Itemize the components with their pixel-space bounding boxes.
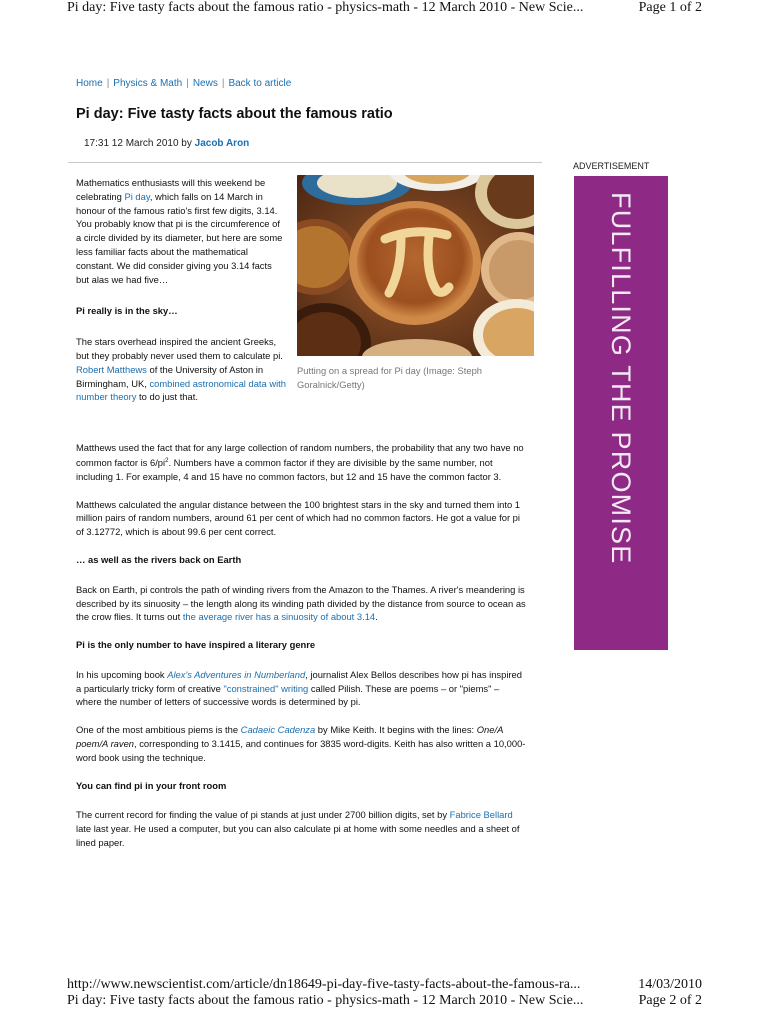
sky-paragraph-1 [76, 335, 286, 404]
text: The stars overhead inspired the ancient Greeks, but they probably never used them to calculate pi. [76, 336, 283, 361]
print-header [67, 0, 702, 16]
robert-matthews-link[interactable]: Robert Matthews [76, 363, 147, 375]
cadaeic-cadenza-link[interactable]: Cadaeic Cadenza [240, 724, 316, 736]
front-room-paragraph [76, 808, 526, 849]
photo-caption: Putting on a spread for Pi day (Image: Steph Goralnick/Getty) [297, 365, 483, 390]
print-footer-title-row [67, 993, 702, 1009]
poem-lines: One/A poem/A raven [76, 724, 503, 750]
breadcrumb-news-link[interactable]: News [192, 78, 218, 89]
text: of the University of Aston in Birmingham, UK, [76, 363, 264, 389]
breadcrumb [76, 78, 291, 89]
section-heading-sky: Pi really is in the sky… [76, 305, 178, 317]
literary-paragraph-1 [76, 668, 526, 709]
text: , corresponding to 3.1415, and continues for 3835 word-digits. Keith has also written a 10,000-word book using the technique. [76, 738, 526, 763]
print-footer-title: Pi day: Five tasty facts about the famous ratio - physics-math - 12 March 2010 - New Scie... [67, 993, 584, 1008]
pi-day-link[interactable]: Pi day [124, 190, 150, 202]
text: One of the most ambitious piems is the [76, 724, 241, 736]
print-header-title: Pi day: Five tasty facts about the famous ratio - physics-math - 12 March 2010 - New Scie... [67, 0, 584, 15]
section-heading-rivers: … as well as the rivers back on Earth [76, 553, 242, 565]
author-link[interactable]: Jacob Aron [194, 138, 250, 149]
superscript: 2 [165, 457, 169, 464]
article-intro-column [76, 176, 286, 404]
print-footer-date: 14/03/2010 [638, 977, 702, 992]
text: by Mike Keith. It begins with the lines: [315, 724, 477, 736]
byline-timestamp: 17:31 12 March 2010 by [84, 138, 195, 149]
article-body [76, 441, 526, 864]
header-divider [68, 162, 542, 163]
text: . [375, 611, 378, 623]
fabrice-bellard-link[interactable]: Fabrice Bellard [449, 809, 513, 821]
breadcrumb-separator: | [186, 78, 189, 89]
intro-paragraph [76, 176, 286, 286]
article-title: Pi day: Five tasty facts about the famous ratio [76, 106, 393, 122]
rivers-paragraph [76, 583, 526, 624]
river-sinuosity-link[interactable]: the average river has a sinuosity of about 3.14 [182, 611, 376, 623]
breadcrumb-separator: | [106, 78, 110, 89]
advertisement-banner[interactable] [574, 176, 668, 650]
text: to do just that. [136, 391, 198, 403]
print-footer-page: Page 2 of 2 [638, 993, 702, 1008]
print-footer-url-row [67, 977, 702, 993]
print-header-page: Page 1 of 2 [638, 0, 702, 15]
text: Matthews used the fact that for any large collection of random numbers, the probability that any two have no common factor is 6/pi [76, 442, 524, 468]
pi-pie-photo [297, 175, 534, 356]
byline [84, 138, 249, 149]
text: . Numbers have a common factor if they are divisible by the same number, not including 1. For example, 4 and 15 have no common factors, but 12 and 15 have the common factor 3. [76, 456, 502, 482]
section-heading-front-room: You can find pi in your front room [76, 779, 227, 791]
back-to-article-link[interactable]: Back to article [228, 78, 292, 89]
advertisement-banner-text: FULFILLING THE PROMISE [606, 192, 636, 565]
text: The current record for finding the value of pi stands at just under 2700 billion digits, set by [76, 809, 450, 821]
text: , which falls on 14 March in honour of the famous ratio's first few digits, 3.14. You probably know that pi is the circumference of a circle divided by its diameter, but here are some less familiar facts about the mathematical constant. We did consider giving you 3.14 facts but alas we had five… [76, 190, 283, 285]
breadcrumb-separator: | [221, 78, 225, 89]
text: called Pilish. These are poems – or "piems" – where the number of letters of successive words is determined by pi. [76, 682, 500, 708]
sky-paragraph-2 [76, 441, 526, 484]
constrained-writing-link[interactable]: "constrained" writing [223, 682, 309, 694]
literary-paragraph-2 [76, 723, 526, 764]
print-footer-url: http://www.newscientist.com/article/dn18649-pi-day-five-tasty-facts-about-the-famous-ra... [67, 977, 581, 992]
text: In his upcoming book [76, 668, 168, 680]
text: late last year. He used a computer, but you can also calculate pi at home with some needles and a sheet of lined paper. [76, 823, 520, 849]
text: , journalist Alex Bellos describes how pi has inspired a particularly tricky form of creative [76, 668, 522, 694]
section-heading-literary: Pi is the only number to have inspired a literary genre [76, 639, 316, 651]
advertisement-label: ADVERTISEMENT [573, 161, 650, 171]
sky-paragraph-3: Matthews calculated the angular distance between the 100 brightest stars in the sky and turned them into 1 million pairs of random numbers, around 61 per cent of which had no common factors. He got a value for pi of 3.12772, which is about 99.6 per cent correct. [76, 498, 521, 538]
text: Mathematics enthusiasts will this weekend be celebrating [76, 177, 266, 202]
breadcrumb-physics-math-link[interactable]: Physics & Math [113, 78, 183, 89]
numberland-book-link[interactable]: Alex's Adventures in Numberland [167, 668, 306, 680]
astronomical-data-link[interactable]: combined astronomical data with number theory [76, 377, 286, 403]
breadcrumb-home-link[interactable]: Home [76, 78, 103, 89]
pi-pie-illustration [297, 175, 534, 356]
text: Back on Earth, pi controls the path of winding rivers from the Amazon to the Thames. A river's meandering is described by its sinuosity – the length along its winding path divided by the distance from source to ocean as the crow flies. It turns out [76, 583, 526, 623]
